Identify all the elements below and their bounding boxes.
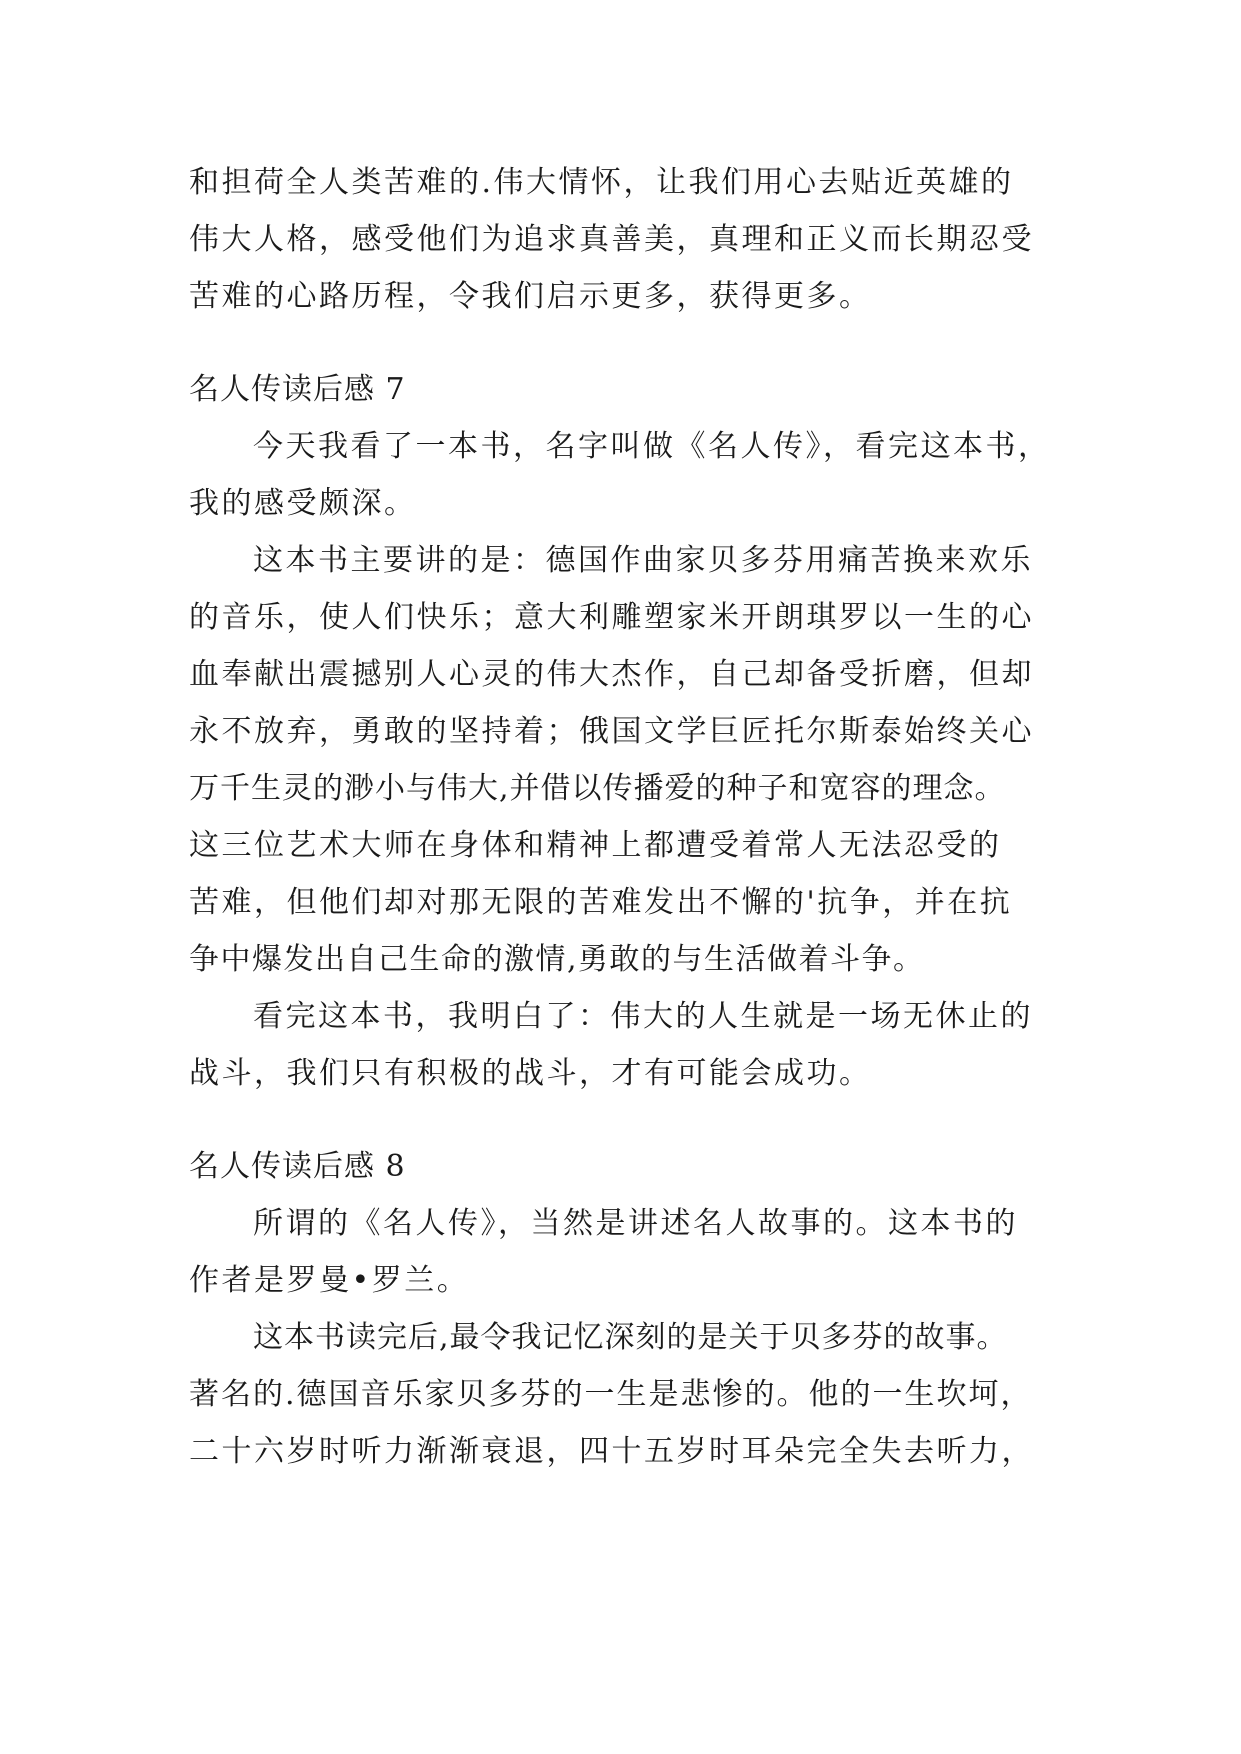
text-line: 伟大人格，感受他们为追求真善美，真理和正义而长期忍受 (189, 222, 1034, 257)
section-heading: 名人传读后感 7 (189, 372, 406, 407)
text-line: 的音乐，使人们快乐；意大利雕塑家米开朗琪罗以一生的心 (189, 600, 1034, 635)
text-line: 战斗，我们只有积极的战斗，才有可能会成功。 (189, 1056, 872, 1091)
text-line: 和担荷全人类苦难的.伟大情怀，让我们用心去贴近英雄的 (189, 165, 1014, 200)
text-line: 看完这本书，我明白了：伟大的人生就是一场无休止的 (253, 999, 1033, 1034)
text-line: 这本书读完后,最令我记忆深刻的是关于贝多芬的故事。 (253, 1320, 1008, 1355)
section-heading: 名人传读后感 8 (189, 1149, 406, 1184)
text-line: 二十六岁时听力渐渐衰退，四十五岁时耳朵完全失去听力， (189, 1434, 1034, 1469)
text-line: 这三位艺术大师在身体和精神上都遭受着常人无法忍受的 (189, 828, 1002, 863)
text-line: 这本书主要讲的是：德国作曲家贝多芬用痛苦换来欢乐 (253, 543, 1033, 578)
section-7 (189, 361, 1069, 1102)
text-line: 争中爆发出自己生命的激情,勇敢的与生活做着斗争。 (189, 942, 925, 977)
paragraph (189, 532, 1069, 988)
text-line: 苦难的心路历程，令我们启示更多，获得更多。 (189, 279, 872, 314)
text-line: 苦难，但他们却对那无限的苦难发出不懈的'抗争，并在抗 (189, 885, 1013, 920)
text-line: 永不放弃，勇敢的坚持着；俄国文学巨匠托尔斯泰始终关心 (189, 714, 1034, 749)
text-line: 血奉献出震撼别人心灵的伟大杰作，自己却备受折磨，但却 (189, 657, 1034, 692)
document-page (189, 154, 1069, 1480)
text-line: 万千生灵的渺小与伟大,并借以传播爱的种子和宽容的理念。 (189, 771, 1006, 806)
text-line: 我的感受颇深。 (189, 486, 417, 521)
text-line: 今天我看了一本书，名字叫做《名人传》，看完这本书， (253, 429, 1051, 464)
text-line: 所谓的《名人传》，当然是讲述名人故事的。这本书的 (253, 1206, 1018, 1241)
text-line: 作者是罗曼•罗兰。 (189, 1263, 470, 1298)
paragraph (189, 1309, 1069, 1480)
paragraph (189, 1195, 1069, 1309)
intro-paragraph (189, 154, 1069, 325)
paragraph (189, 418, 1069, 532)
section-8 (189, 1138, 1069, 1480)
paragraph (189, 988, 1069, 1102)
text-line: 著名的.德国音乐家贝多芬的一生是悲惨的。他的一生坎坷， (189, 1377, 1033, 1412)
